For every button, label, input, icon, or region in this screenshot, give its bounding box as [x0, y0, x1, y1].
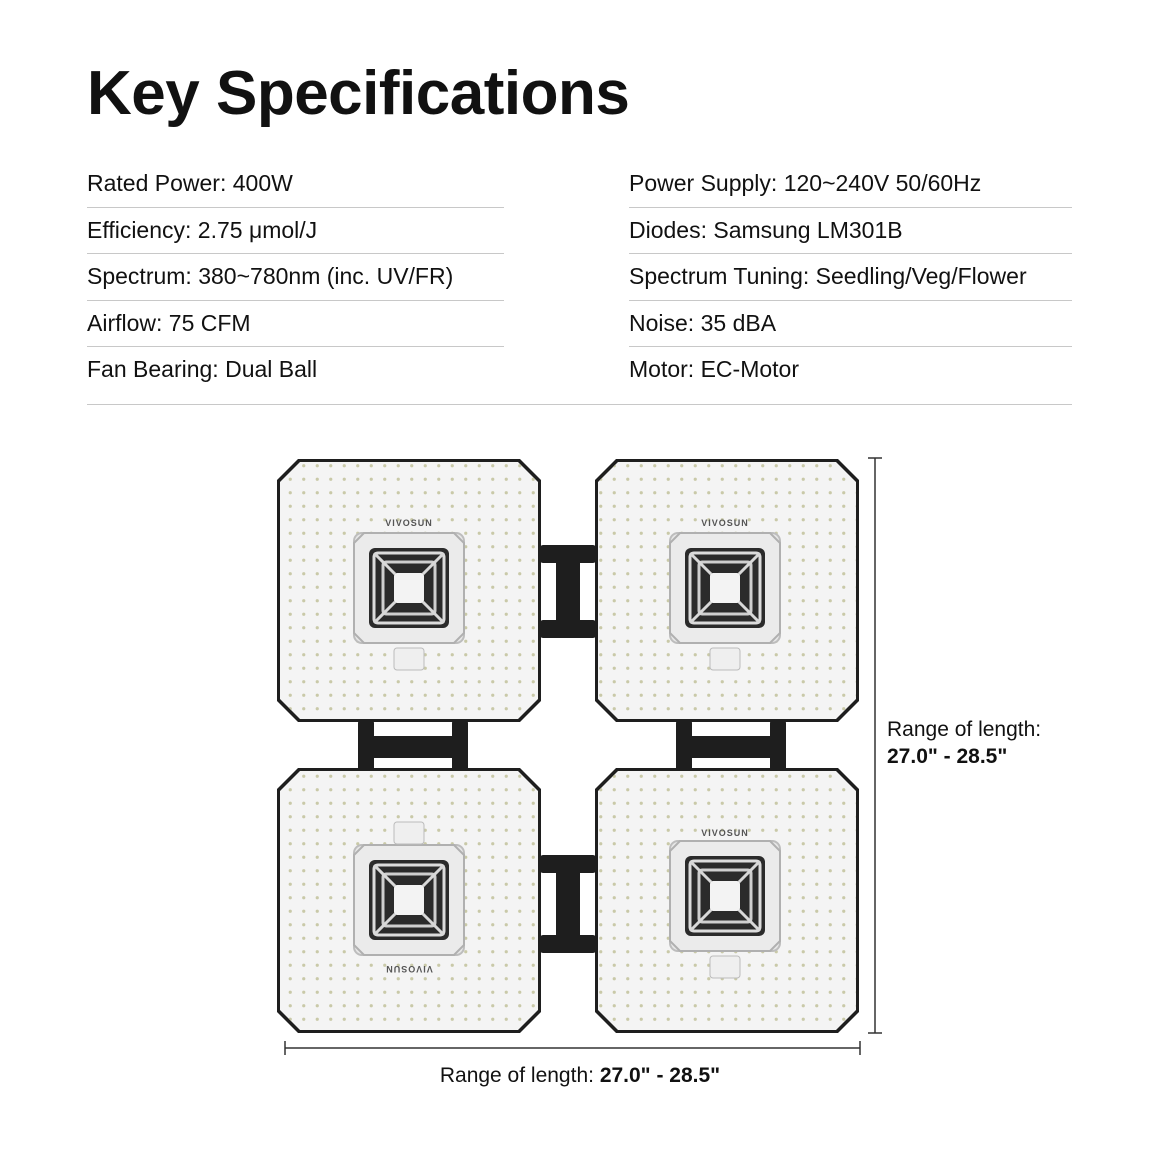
spec-spectrum: Spectrum: 380~780nm (inc. UV/FR)	[87, 254, 504, 301]
spec-fan-bearing: Fan Bearing: Dual Ball	[87, 356, 318, 382]
spec-rated-power: Rated Power: 400W	[87, 161, 504, 208]
light-panel-top-right	[595, 459, 859, 722]
brand-mark: VIVOSUN	[701, 828, 749, 838]
dimension-line-vertical	[868, 458, 882, 1033]
dimension-label-horizontal: Range of length: 27.0" - 28.5"	[439, 1064, 721, 1087]
spec-airflow: Airflow: 75 CFM	[87, 301, 504, 348]
spec-diodes: Diodes: Samsung LM301B	[629, 208, 1072, 255]
spec-efficiency: Efficiency: 2.75 μmol/J	[87, 208, 504, 255]
dimension-label-vertical: Range of length: 27.0" - 28.5"	[887, 718, 1042, 768]
brand-mark: VIVOSUN	[701, 518, 749, 528]
spec-power-supply: Power Supply: 120~240V 50/60Hz	[629, 161, 1072, 208]
light-panel-bottom-left	[277, 768, 541, 1033]
spec-noise: Noise: 35 dBA	[629, 301, 1072, 348]
dimension-line-horizontal	[285, 1041, 860, 1055]
spec-spectrum-tuning: Spectrum Tuning: Seedling/Veg/Flower	[629, 254, 1072, 301]
page-title: Key Specifications	[87, 59, 630, 128]
brand-mark: VIVOSUN	[385, 964, 433, 974]
light-panel-bottom-right	[595, 768, 859, 1033]
light-panel-top-left	[277, 459, 541, 722]
spec-motor: Motor: EC-Motor	[629, 356, 799, 382]
brand-mark: VIVOSUN	[385, 518, 433, 528]
